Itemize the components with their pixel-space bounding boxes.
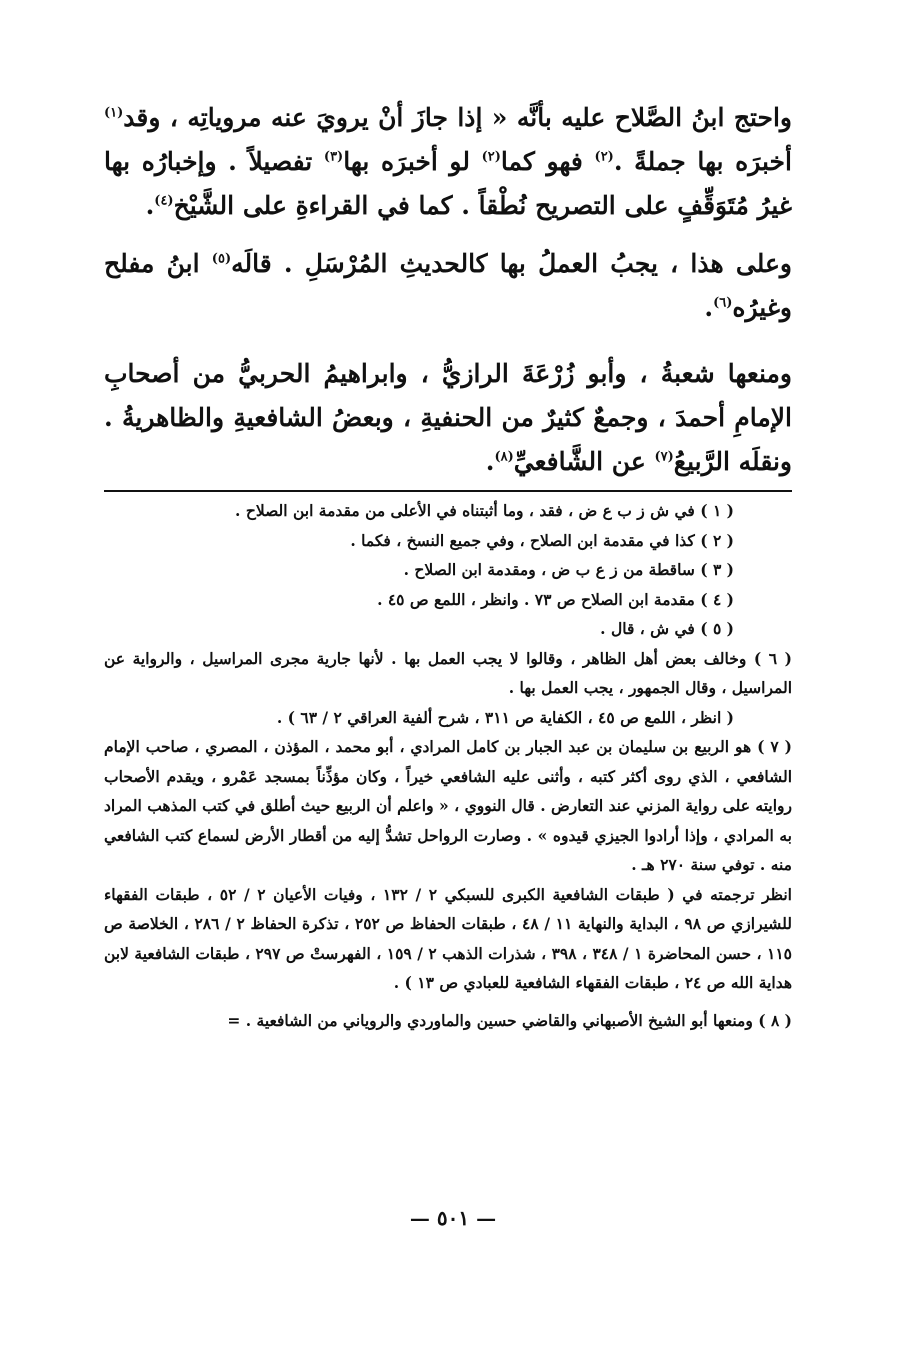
footnote-5: ( ٥ ) في ش ، قال .	[600, 619, 734, 638]
footnote-6: ( ٦ ) وخالف بعض أهل الظاهر ، وقالوا لا يجب العمل بها . لأنها جارية مجرى المراسيل ، والرواية عن المراسيل ، وقال الجمهور ، يجب العمل بها .	[104, 648, 793, 697]
footnote-7: ( ٧ ) هو الربيع بن سليمان بن عبد الجبار بن كامل المرادي ، أبو محمد ، المؤذن ، المصري ، صاحب الإمام الشافعي ، الذي روى أكثر كتبه ، وأثنى عليه الشافعي خيراً ، وكان مؤذِّناً بمسجد عَمْرو ، ويقدم الأصحاب روايته على رواية المزني عند التعارض . قال النووي ، « واعلم أن الربيع حيث أطلق في كتب المذهب المراد به المرادي ، وإذا أرادوا الجيزي قيدوه » . وصارت الرواحل تشدُّ إليه من أقطار الأرض لسماع كتب الشافعي منه . توفي سنة ٢٧٠ هـ .	[104, 737, 793, 874]
footnote-ref: (٢)	[594, 149, 614, 165]
footnote-ref: (٣)	[323, 149, 344, 165]
main-text	[104, 96, 792, 484]
page-number: — ٥٠١ —	[409, 1206, 497, 1230]
main-paragraph-2: وعلى هذا ، يجبُ العملُ بها كالحديثِ المُرْسَلِ . قالَه$^{(٥)}$ ابنُ مفلح وغيرُه$^{(٦)}$.	[104, 249, 792, 322]
footnote-8: ( ٨ ) ومنعها أبو الشيخ الأصبهاني والقاضي حسين والماوردي والروياني من الشافعية . =	[227, 1010, 792, 1030]
main-paragraph-1: واحتج ابنُ الصَّلاح عليه بأنَّه « إذا جازَ أنْ يرويَ عنه مروياتِه ، وقد$^{(١)}$ أخبرَه بها جملةً .$^{(٢)}$ فهو كما$^{(٢)}$ لو أخبرَه بها$^{(٣)}$ تفصيلاً . وإخبارُه بها غيرُ مُتَوَقِّفٍ على التصريح نُطْقاً . كما في القراءةِ على الشَّيْخ$^{(٤)}$.	[104, 103, 792, 220]
footnote-4: ( ٤ ) مقدمة ابن الصلاح ص ٧٣ . وانظر ، اللمع ص ٤٥ .	[377, 589, 734, 609]
footnote-divider	[104, 490, 792, 492]
footnotes	[104, 496, 792, 1035]
footnote-ref: (١)	[104, 105, 124, 121]
footnote-ref: (٦)	[713, 295, 733, 311]
footnote-ref: (٨)	[494, 449, 514, 465]
footnote-2: ( ٢ ) كذا في مقدمة ابن الصلاح ، وفي جميع النسخ ، فكما .	[350, 530, 734, 550]
footnote-3: ( ٣ ) ساقطة من ز ع ب ض ، ومقدمة ابن الصلاح .	[403, 560, 734, 579]
footnote-ref: (٥)	[211, 251, 232, 267]
footnote-ref: (٤)	[154, 193, 174, 209]
footnote-1: ( ١ ) في ش ز ب ع ض ، فقد ، وما أثبتناه في الأعلى من مقدمة ابن الصلاح .	[235, 501, 734, 520]
footnote-ref: (٢)	[481, 149, 501, 165]
footnote-7-references: انظر ترجمته في ( طبقات الشافعية الكبرى للسبكي ٢ / ١٣٢ ، وفيات الأعيان ٢ / ٥٢ ، طبقات الفقهاء للشيرازي ص ٩٨ ، البداية والنهاية ١١ / ٤٨ ، طبقات الحفاظ ص ٢٥٢ ، تذكرة الحفاظ ٢ / ٢٨٦ ، الخلاصة ص ١١٥ ، حسن المحاضرة ١ / ٣٤٨ ، ٣٩٨ ، شذرات الذهب ٢ / ١٥٩ ، الفهرستْ ص ٢٩٧ ، طبقات الشافعية لابن هداية الله ص ٢٤ ، طبقات الفقهاء الشافعية للعبادي ص ١٣ ) .	[104, 884, 792, 992]
main-paragraph-3: ومنعها شعبةُ ، وأبو زُرْعَةَ الرازيُّ ، وابراهيمُ الحربيُّ من أصحابِ الإمامِ أحمدَ ، وجمعٌ كثيرٌ من الحنفيةِ ، وبعضُ الشافعيةِ والظاهريةُ . ونقلَه الرَّبيعُ$^{(٧)}$ عن الشَّافعيِّ$^{(٨)}$.	[104, 359, 792, 476]
footnote-ref: (٧)	[654, 449, 674, 465]
document-page	[104, 96, 792, 1276]
footnote-6-references: ( انظر ، اللمع ص ٤٥ ، الكفاية ص ٣١١ ، شرح ألفية العراقي ٢ / ٦٣ ) .	[276, 707, 734, 727]
